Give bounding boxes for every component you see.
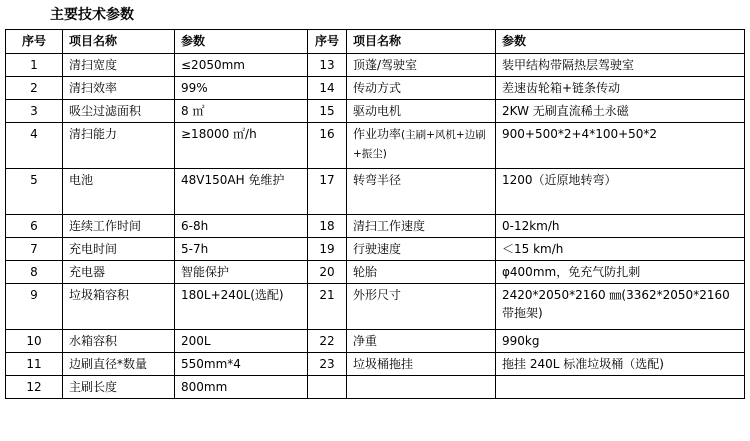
row-index: 22 [308,330,347,353]
row-item-name: 清扫能力 [63,123,175,169]
row-index: 8 [6,261,63,284]
table-row [6,330,745,353]
row-item-name: 行驶速度 [347,238,496,261]
row-param [496,376,745,399]
spec-table [5,29,745,399]
row-param: 900+500*2+4*100+50*2 [496,123,745,169]
row-item-name [347,376,496,399]
row-item-name: 驱动电机 [347,100,496,123]
row-item-name: 清扫宽度 [63,54,175,77]
row-param: 2KW 无刷直流稀土永磁 [496,100,745,123]
row-index: 12 [6,376,63,399]
table-row [6,169,745,215]
header-param-1: 参数 [175,30,308,54]
table-header-row [6,30,745,54]
row-param: 990kg [496,330,745,353]
row-param: 48V150AH 免维护 [175,169,308,215]
row-item-name: 充电时间 [63,238,175,261]
row-index: 4 [6,123,63,169]
row-index: 21 [308,284,347,330]
row-param: ＜15 km/h [496,238,745,261]
header-index-1: 序号 [6,30,63,54]
row-item-name: 轮胎 [347,261,496,284]
table-row [6,376,745,399]
row-index: 15 [308,100,347,123]
row-param: 0-12km/h [496,215,745,238]
row-index: 9 [6,284,63,330]
row-param: 200L [175,330,308,353]
row-param: 拖挂 240L 标准垃圾桶（选配) [496,353,745,376]
row-param: 180L+240L(选配) [175,284,308,330]
row-param: 装甲结构带隔热层驾驶室 [496,54,745,77]
row-item-name: 清扫工作速度 [347,215,496,238]
header-item-name-2: 项目名称 [347,30,496,54]
row-param: 800mm [175,376,308,399]
row-item-name: 边刷直径*数量 [63,353,175,376]
table-row [6,261,745,284]
header-item-name-1: 项目名称 [63,30,175,54]
row-index: 14 [308,77,347,100]
header-index-2: 序号 [308,30,347,54]
row-item-name [347,123,496,169]
row-param: 550mm*4 [175,353,308,376]
row-index: 5 [6,169,63,215]
row-index: 19 [308,238,347,261]
row-item-name: 净重 [347,330,496,353]
row-item-name: 垃圾桶拖挂 [347,353,496,376]
row-param: φ400mm，免充气防扎刺 [496,261,745,284]
row-param: 2420*2050*2160 ㎜(3362*2050*2160带拖架) [496,284,745,330]
row-index: 11 [6,353,63,376]
row-index: 10 [6,330,63,353]
row-param: 1200（近原地转弯） [496,169,745,215]
row-item-name: 顶蓬/驾驶室 [347,54,496,77]
row-param: ≥18000 ㎡/h [175,123,308,169]
row-item-name: 转弯半径 [347,169,496,215]
row-param: 8 ㎡ [175,100,308,123]
table-row [6,238,745,261]
row-item-name: 主刷长度 [63,376,175,399]
row-index: 6 [6,215,63,238]
table-row [6,353,745,376]
row-index: 7 [6,238,63,261]
row-param: 99% [175,77,308,100]
table-row [6,284,745,330]
row-index [308,376,347,399]
table-row [6,123,745,169]
row-item-name: 外形尺寸 [347,284,496,330]
row-item-name: 充电器 [63,261,175,284]
table-row [6,77,745,100]
row-item-name: 电池 [63,169,175,215]
table-row [6,215,745,238]
row-index: 23 [308,353,347,376]
header-param-2: 参数 [496,30,745,54]
row-index: 1 [6,54,63,77]
row-index: 20 [308,261,347,284]
row-item-name: 吸尘过滤面积 [63,100,175,123]
row-index: 16 [308,123,347,169]
table-row [6,100,745,123]
row-item-name: 清扫效率 [63,77,175,100]
row-index: 17 [308,169,347,215]
row-param: 智能保护 [175,261,308,284]
row-item-name-note: (主刷+风机+边刷+振尘) [353,129,486,160]
row-item-name-main: 作业功率 [353,127,402,141]
row-item-name: 垃圾箱容积 [63,284,175,330]
row-index: 18 [308,215,347,238]
row-item-name: 水箱容积 [63,330,175,353]
row-item-name: 连续工作时间 [63,215,175,238]
row-item-name: 传动方式 [347,77,496,100]
row-index: 13 [308,54,347,77]
document-title: 主要技术参数 [50,7,134,23]
row-param: 6-8h [175,215,308,238]
row-param: ≤2050mm [175,54,308,77]
row-param: 差速齿轮箱+链条传动 [496,77,745,100]
row-index: 2 [6,77,63,100]
table-row [6,54,745,77]
row-index: 3 [6,100,63,123]
row-param: 5-7h [175,238,308,261]
